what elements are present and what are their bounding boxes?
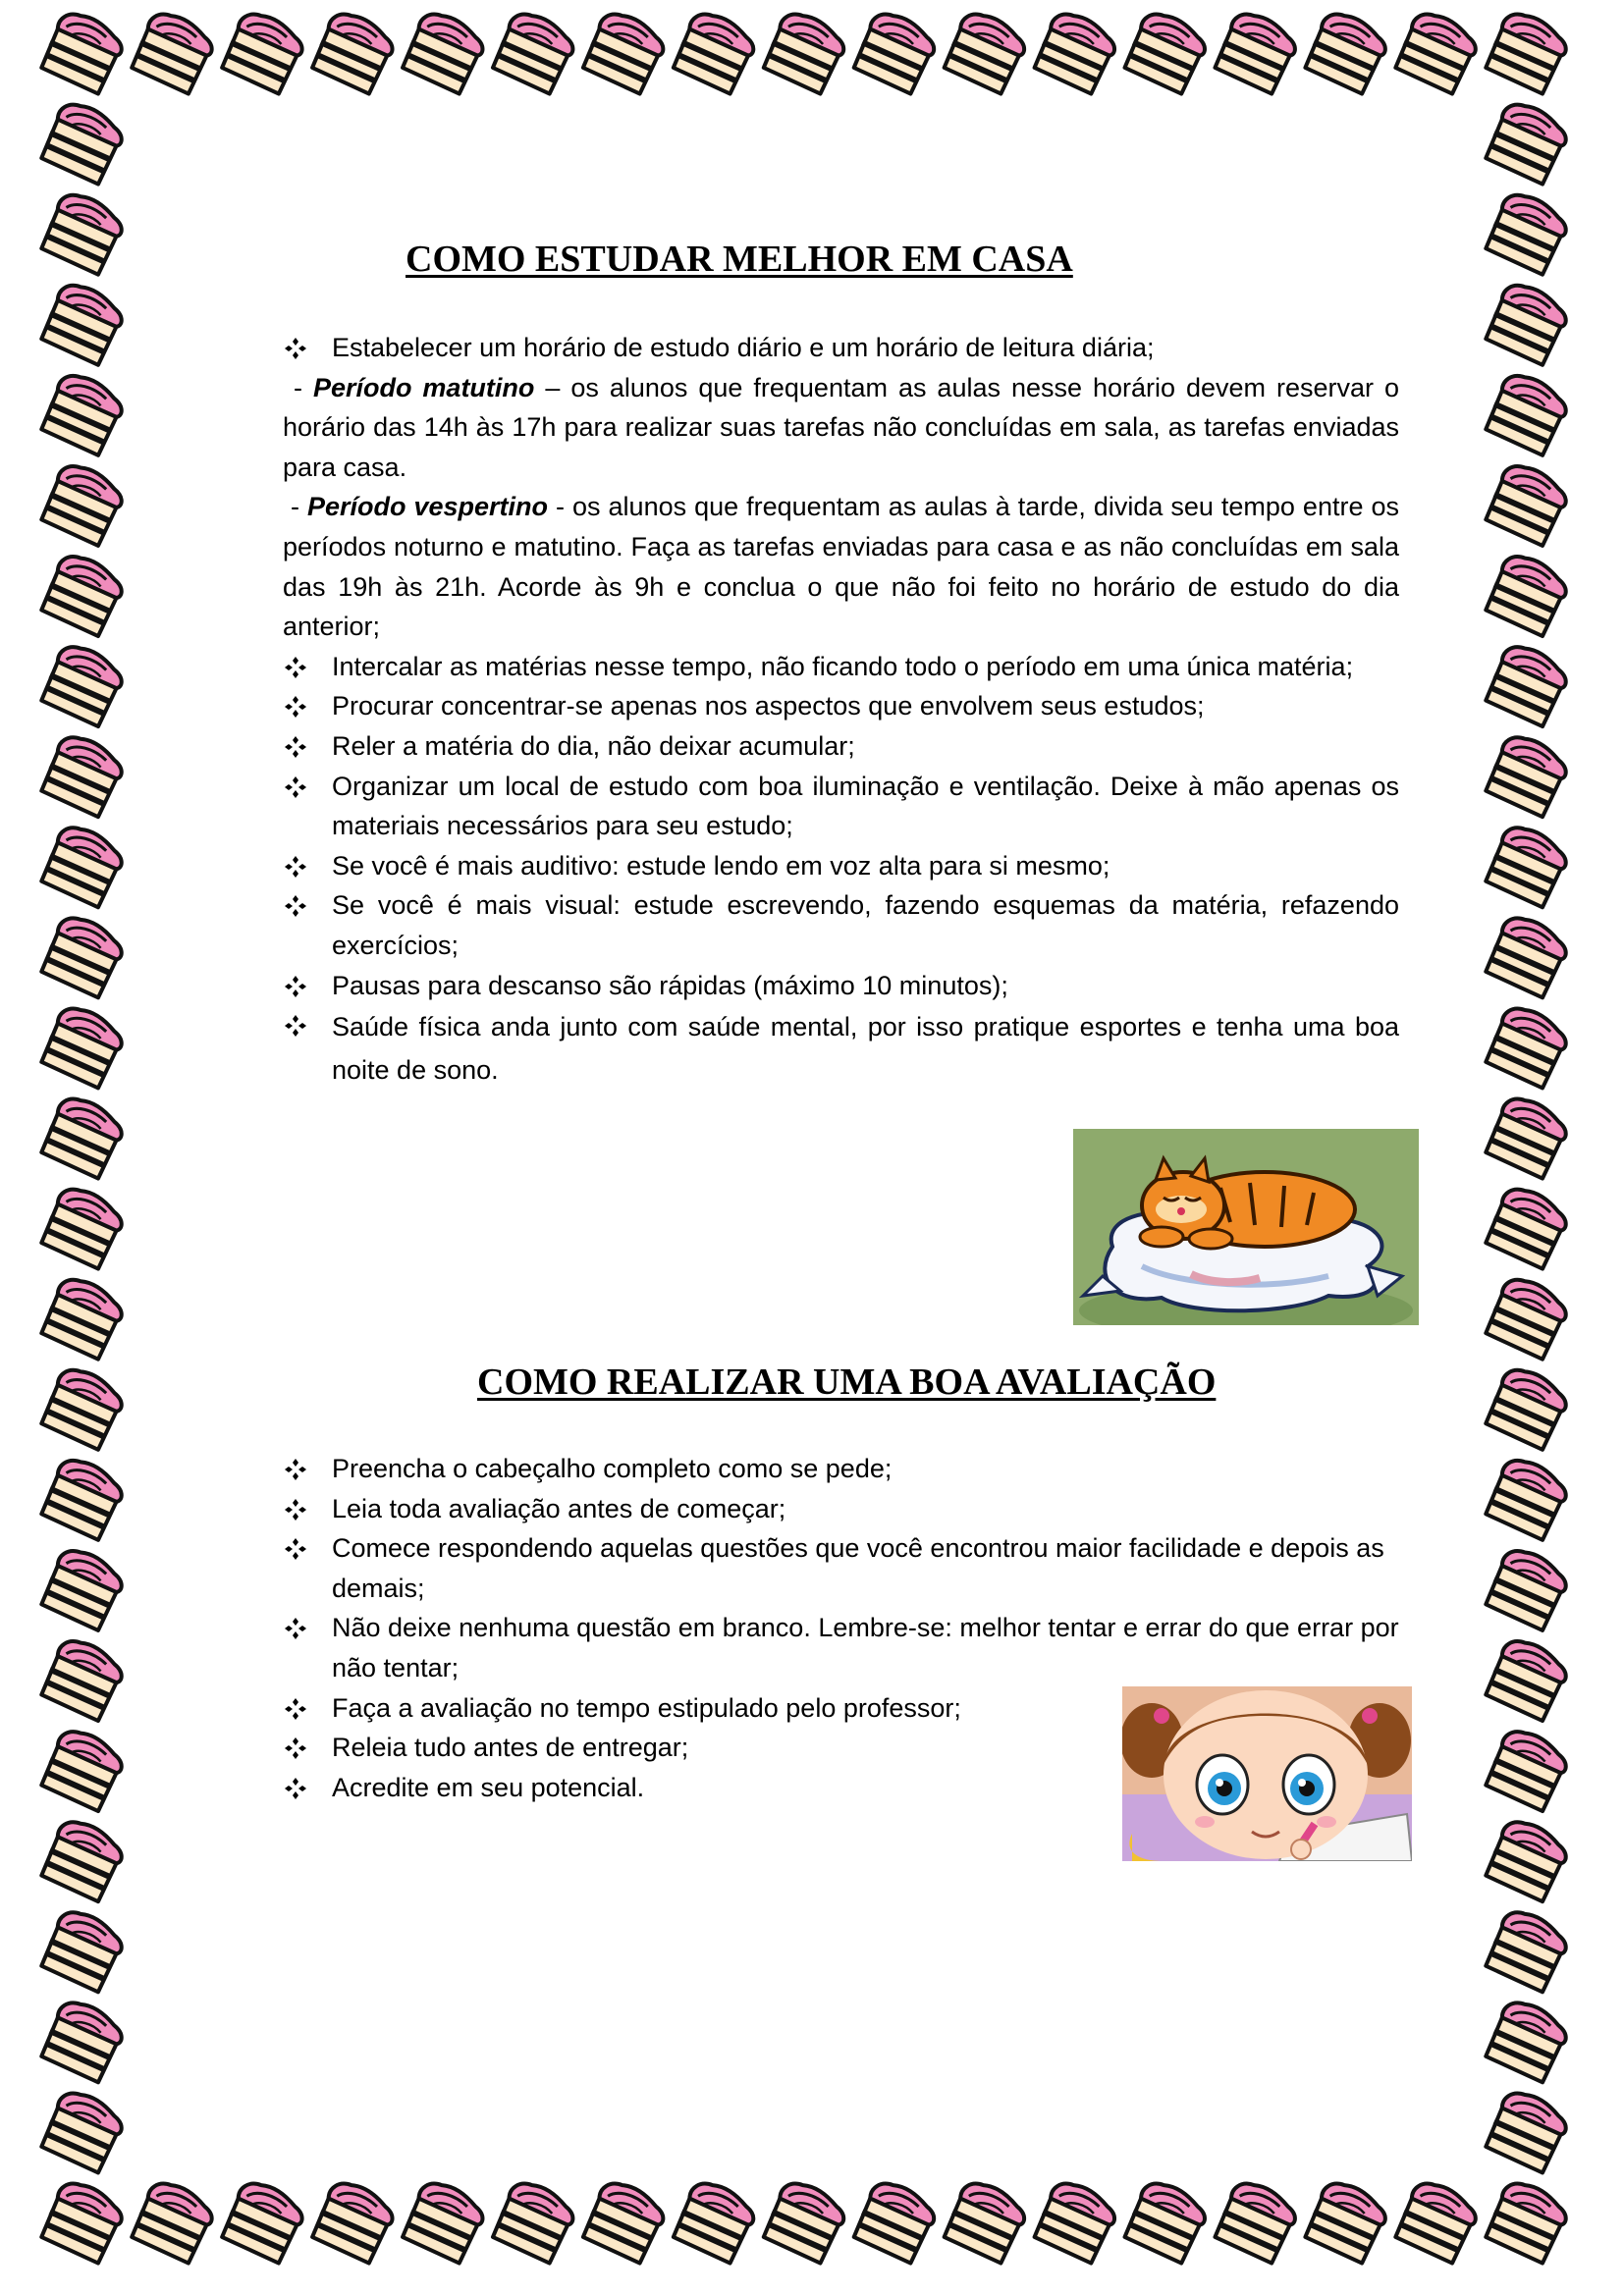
cake-slice-icon <box>38 1999 127 2085</box>
diamond-bullet-icon <box>285 1499 306 1521</box>
cake-slice-icon <box>1483 733 1571 820</box>
cake-slice-icon <box>400 10 488 96</box>
cake-slice-icon <box>38 371 127 457</box>
cake-slice-icon <box>38 1908 127 1995</box>
cake-slice-icon <box>1213 10 1301 96</box>
afternoon-period-text: - os alunos que frequentam as aulas à tarde, divida seu tempo entre os períodos noturno e matutino. Faça as tarefas enviadas para casa e as não concluídas em sala das 19h às 21h. Acorde às 9h e conclua o que não foi feito no horário de estudo do dia anterior; <box>283 492 1399 642</box>
cake-slice-icon <box>38 1275 127 1362</box>
cake-slice-icon <box>1483 824 1571 910</box>
list-item <box>283 1728 1098 1768</box>
item-text: Releia tudo antes de entregar; <box>332 1733 689 1763</box>
page-title-good-evaluation: COMO REALIZAR UMA BOA AVALIAÇÃO <box>477 1362 1217 1403</box>
girl-studying-illustration <box>1122 1686 1412 1861</box>
cake-slice-icon <box>1483 1908 1571 1995</box>
cake-slice-icon <box>1483 1185 1571 1271</box>
cake-slice-icon <box>1483 1818 1571 1904</box>
diamond-bullet-icon <box>285 856 306 878</box>
cake-slice-icon <box>129 2179 217 2266</box>
cake-slice-icon <box>1483 1728 1571 1814</box>
list-item <box>283 686 1399 726</box>
cake-slice-icon <box>1483 914 1571 1000</box>
item-text: Pausas para descanso são rápidas (máximo 10 minutos); <box>332 970 1008 1000</box>
list-item <box>283 1449 1399 1489</box>
morning-period-paragraph: - Período matutino – os alunos que frequentam as aulas nesse horário devem reservar o horário das 14h às 17h para realizar suas tarefas não concluídas em sala, as tarefas enviadas para casa. <box>283 372 1399 482</box>
cake-slice-icon <box>38 1636 127 1723</box>
sleeping-cat-illustration <box>1073 1129 1419 1325</box>
cake-slice-icon <box>129 10 217 96</box>
list-item <box>283 1528 1399 1608</box>
diamond-bullet-icon <box>285 1778 306 1799</box>
cake-slice-icon <box>219 10 307 96</box>
cake-slice-icon <box>38 461 127 548</box>
cake-slice-icon <box>38 1728 127 1814</box>
item-text: Saúde física anda junto com saúde mental, por isso pratique esportes e tenha uma boa noite de sono. <box>332 1012 1399 1086</box>
cake-slice-icon <box>38 1818 127 1904</box>
cake-slice-icon <box>1483 10 1571 96</box>
diamond-bullet-icon <box>285 1015 306 1037</box>
cake-slice-icon <box>1483 1546 1571 1632</box>
item-text: Não deixe nenhuma questão em branco. Lembre-se: melhor tentar e errar do que errar por não tentar; <box>332 1613 1399 1682</box>
cake-slice-icon <box>1483 461 1571 548</box>
diamond-bullet-icon <box>285 1618 306 1639</box>
cake-slice-icon <box>851 2179 940 2266</box>
afternoon-period-label: Período vespertino <box>306 492 549 522</box>
cake-slice-icon <box>38 281 127 367</box>
list-item <box>283 1005 1399 1092</box>
afternoon-period-paragraph: - Período vespertino - os alunos que frequentam as aulas à tarde, divida seu tempo entre os períodos noturno e matutino. Faça as tarefas enviadas para casa e as não concluídas em sala das 19h às 21h. Acorde às 9h e conclua o que não foi feito no horário de estudo do dia anterior; <box>283 492 1399 642</box>
cake-slice-icon <box>1483 371 1571 457</box>
list-item <box>283 767 1399 846</box>
cake-slice-icon <box>1122 2179 1211 2266</box>
morning-period-text: – os alunos que frequentam as aulas nesse horário devem reservar o horário das 14h às 17h para realizar suas tarefas não concluídas em sala, as tarefas enviadas para casa. <box>283 372 1399 482</box>
cake-slice-icon <box>1122 10 1211 96</box>
cake-slice-icon <box>761 2179 849 2266</box>
item-text: Procurar concentrar-se apenas nos aspectos que envolvem seus estudos; <box>332 691 1205 721</box>
list-item <box>283 726 1399 767</box>
cake-slice-icon <box>38 2179 127 2266</box>
item-text: Comece respondendo aquelas questões que você encontrou maior facilidade e depois as demais; <box>332 1533 1384 1603</box>
diamond-bullet-icon <box>285 976 306 997</box>
cake-slice-icon <box>38 1185 127 1271</box>
diamond-bullet-icon <box>285 776 306 798</box>
cake-slice-icon <box>38 733 127 820</box>
item-text: Faça a avaliação no tempo estipulado pelo professor; <box>332 1692 961 1723</box>
cake-slice-icon <box>942 10 1030 96</box>
cake-slice-icon <box>1483 1636 1571 1723</box>
diamond-bullet-icon <box>285 1737 306 1759</box>
cake-slice-icon <box>851 10 940 96</box>
cake-slice-icon <box>38 10 127 96</box>
item-text: Leia toda avaliação antes de começar; <box>332 1493 786 1523</box>
cake-slice-icon <box>38 190 127 277</box>
cake-slice-icon <box>490 2179 578 2266</box>
list-item <box>283 328 1399 368</box>
item-text: Preencha o cabeçalho completo como se pede; <box>332 1454 893 1483</box>
list-item <box>283 1768 1098 1808</box>
cake-slice-icon <box>580 10 669 96</box>
cake-slice-icon <box>400 2179 488 2266</box>
cake-slice-icon <box>1483 643 1571 729</box>
cake-slice-icon <box>1302 2179 1390 2266</box>
cake-slice-icon <box>1483 100 1571 187</box>
list-item <box>283 1608 1399 1687</box>
item-text: Acredite em seu potencial. <box>332 1772 645 1802</box>
cake-slice-icon <box>671 2179 759 2266</box>
cake-slice-icon <box>38 914 127 1000</box>
cake-slice-icon <box>38 2089 127 2175</box>
cake-slice-icon <box>309 10 398 96</box>
cake-slice-icon <box>1302 10 1390 96</box>
cake-slice-icon <box>1483 1275 1571 1362</box>
diamond-bullet-icon <box>285 736 306 758</box>
item-text: Estabelecer um horário de estudo diário e um horário de leitura diária; <box>332 333 1155 362</box>
list-item <box>283 846 1399 886</box>
study-tips-section <box>283 328 1399 1092</box>
diamond-bullet-icon <box>285 696 306 718</box>
item-text: Reler a matéria do dia, não deixar acumular; <box>332 730 855 761</box>
cake-slice-icon <box>38 100 127 187</box>
cake-slice-icon <box>38 643 127 729</box>
cake-slice-icon <box>1483 2089 1571 2175</box>
cake-slice-icon <box>1032 10 1120 96</box>
list-item <box>283 1688 1098 1729</box>
cake-slice-icon <box>38 1546 127 1632</box>
diamond-bullet-icon <box>285 895 306 917</box>
diamond-bullet-icon <box>285 1459 306 1480</box>
diamond-bullet-icon <box>285 338 306 359</box>
cake-slice-icon <box>1483 552 1571 638</box>
cake-slice-icon <box>761 10 849 96</box>
cake-slice-icon <box>1483 1456 1571 1542</box>
item-text: Intercalar as matérias nesse tempo, não ficando todo o período em uma única matéria; <box>332 651 1354 681</box>
cake-slice-icon <box>1483 190 1571 277</box>
cake-slice-icon <box>1483 281 1571 367</box>
morning-period-label: Período matutino <box>312 372 535 402</box>
page-title-study-at-home: COMO ESTUDAR MELHOR EM CASA <box>406 239 1073 280</box>
cake-slice-icon <box>1483 1004 1571 1091</box>
diamond-bullet-icon <box>285 657 306 678</box>
diamond-bullet-icon <box>285 1538 306 1560</box>
cake-slice-icon <box>580 2179 669 2266</box>
cake-slice-icon <box>38 552 127 638</box>
diamond-bullet-icon <box>285 1698 306 1720</box>
cake-slice-icon <box>1392 10 1481 96</box>
list-item <box>283 1489 1399 1529</box>
cake-slice-icon <box>309 2179 398 2266</box>
cake-slice-icon <box>38 824 127 910</box>
cake-slice-icon <box>38 1365 127 1452</box>
cake-slice-icon <box>38 1456 127 1542</box>
cake-slice-icon <box>38 1095 127 1181</box>
cake-slice-icon <box>1483 1999 1571 2085</box>
cake-slice-icon <box>942 2179 1030 2266</box>
item-text: Se você é mais auditivo: estude lendo em voz alta para si mesmo; <box>332 850 1110 881</box>
cake-slice-icon <box>1483 2179 1571 2266</box>
cake-slice-icon <box>219 2179 307 2266</box>
cake-slice-icon <box>1213 2179 1301 2266</box>
list-item <box>283 966 1399 1006</box>
cake-slice-icon <box>1483 1095 1571 1181</box>
item-text: Organizar um local de estudo com boa iluminação e ventilação. Deixe à mão apenas os materiais necessários para seu estudo; <box>332 771 1399 841</box>
item-text: Se você é mais visual: estude escrevendo, fazendo esquemas da matéria, refazendo exercícios; <box>332 890 1399 960</box>
cake-slice-icon <box>1483 1365 1571 1452</box>
cake-slice-icon <box>671 10 759 96</box>
list-item <box>283 885 1399 965</box>
cake-slice-icon <box>490 10 578 96</box>
cake-slice-icon <box>1392 2179 1481 2266</box>
cake-slice-icon <box>38 1004 127 1091</box>
list-item <box>283 647 1399 687</box>
cake-slice-icon <box>1032 2179 1120 2266</box>
